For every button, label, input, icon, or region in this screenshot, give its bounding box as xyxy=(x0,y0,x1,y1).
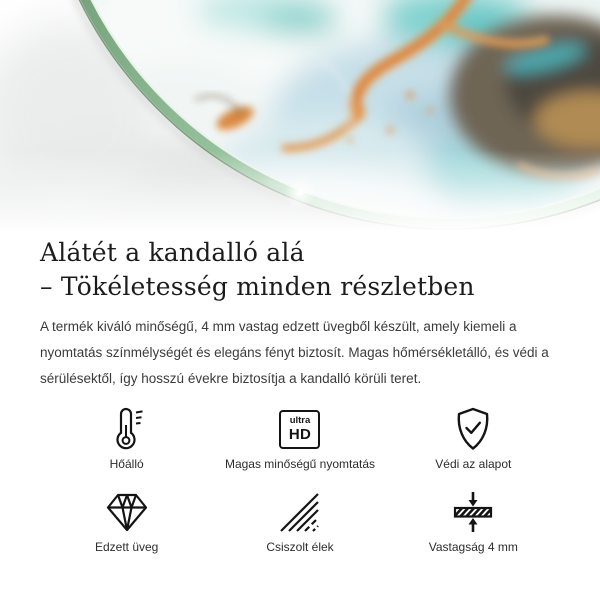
thickness-icon xyxy=(450,489,496,535)
shield-check-icon xyxy=(451,406,495,452)
feature-grid xyxy=(40,406,560,554)
beveled-edge-icon xyxy=(277,489,323,535)
feature-label: Csiszolt élek xyxy=(266,540,334,554)
feature-protects-base xyxy=(387,406,560,471)
thermometer-icon xyxy=(107,406,147,452)
feature-label: Magas minőségű nyomtatás xyxy=(224,457,376,471)
feature-label: Hőálló xyxy=(109,457,144,471)
feature-polished-edges xyxy=(213,489,386,554)
page-title xyxy=(40,236,560,304)
feature-tempered-glass xyxy=(40,489,213,554)
page-title-line1: Alátét a kandalló alá xyxy=(40,238,305,267)
feature-print-quality xyxy=(213,406,386,471)
product-description-text: A termék kiváló minőségű, 4 mm vastag edzett üvegből készült, amely kiemeli a nyomtatás színmélységét és elegáns fényt biztosít. Magas hőmérsékletálló, és védi a sérülésektől, így hosszú évekre biztosítja a kandalló körüli teret. xyxy=(40,319,549,386)
feature-label: Edzett üveg xyxy=(94,540,159,554)
feature-heat-resistant xyxy=(40,406,213,471)
product-image xyxy=(0,0,600,230)
ultra-hd-icon-bottom-text: HD xyxy=(288,425,312,443)
feature-thickness xyxy=(387,489,560,554)
ultra-hd-icon-top-text: ultra xyxy=(289,415,311,427)
page-title-line2: – Tökéletesség minden részletben xyxy=(40,272,475,301)
feature-label: Vastagság 4 mm xyxy=(428,540,518,554)
ultra-hd-icon xyxy=(279,406,320,452)
diamond-icon xyxy=(104,489,150,535)
feature-label: Védi az alapot xyxy=(435,457,512,471)
